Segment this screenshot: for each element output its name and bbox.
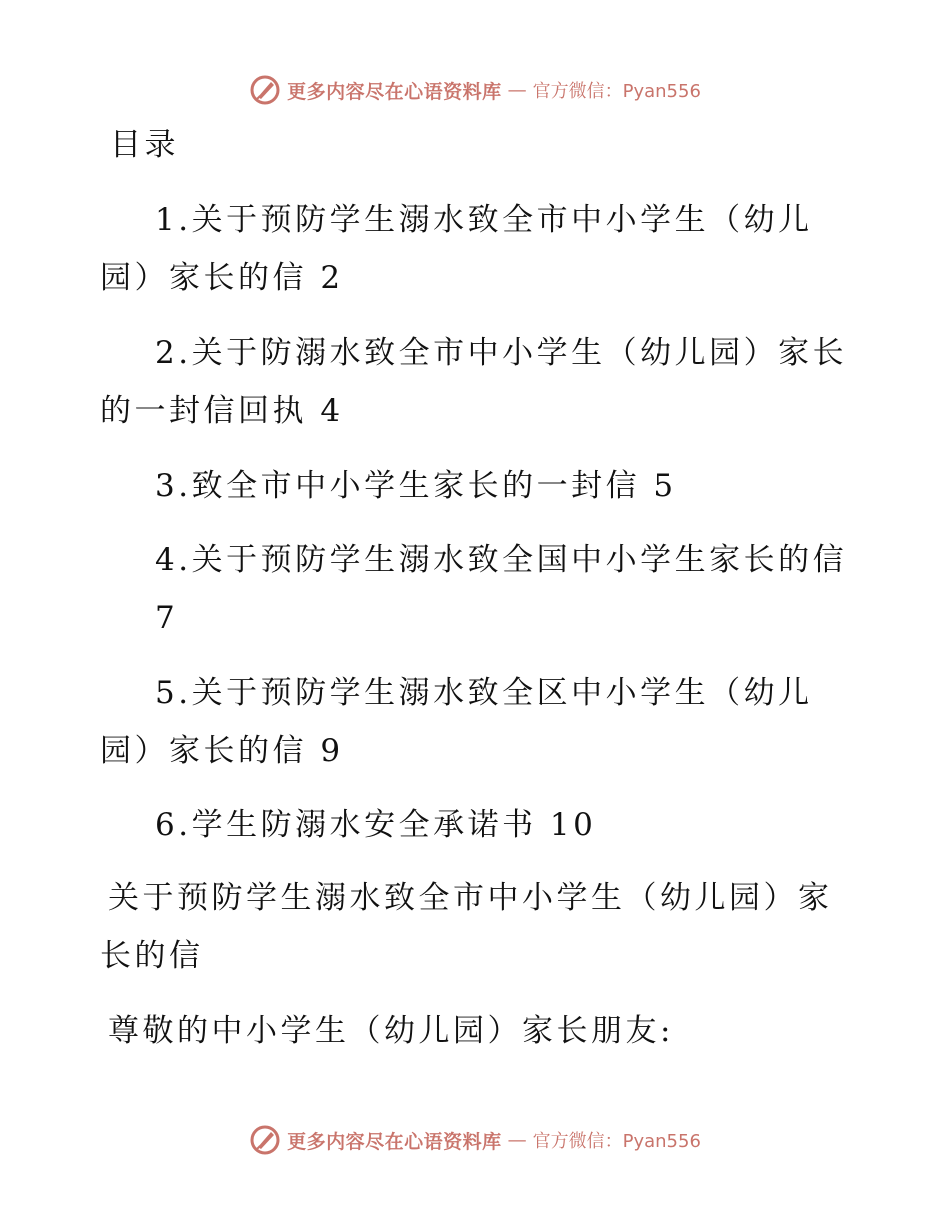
quill-logo-icon <box>249 1124 281 1156</box>
watermark-separator: — <box>507 1129 527 1151</box>
letter-heading-line2: 长的信 <box>100 938 204 974</box>
letter-heading-line1: 关于预防学生溺水致全市中小学生（幼儿园）家 <box>108 880 833 916</box>
toc-item-2-line1: 2.关于防溺水致全市中小学生（幼儿园）家长 <box>155 335 848 371</box>
watermark-separator: — <box>507 79 527 101</box>
toc-item-6-line1: 6.学生防溺水安全承诺书 10 <box>155 807 597 843</box>
toc-item-3-line1: 3.致全市中小学生家长的一封信 5 <box>155 468 677 504</box>
letter-salutation: 尊敬的中小学生（幼儿园）家长朋友: <box>108 1013 674 1049</box>
header-watermark <box>0 70 950 110</box>
toc-title: 目录 <box>110 127 179 163</box>
toc-item-4-line2: 7 <box>155 600 179 636</box>
toc-item-4-line1: 4.关于预防学生溺水致全国中小学生家长的信 <box>155 542 848 578</box>
watermark-suffix: 官方微信：Pyan556 <box>532 81 701 102</box>
watermark-suffix: 官方微信：Pyan556 <box>532 1131 701 1152</box>
quill-logo-icon <box>249 74 281 106</box>
toc-item-5-line2: 园）家长的信 9 <box>100 733 344 769</box>
toc-item-5-line1: 5.关于预防学生溺水致全区中小学生（幼儿 <box>155 675 813 711</box>
footer-watermark <box>0 1120 950 1160</box>
watermark-text: 更多内容尽在心语资料库 <box>287 80 502 103</box>
toc-item-1-line2: 园）家长的信 2 <box>100 260 344 296</box>
toc-item-2-line2: 的一封信回执 4 <box>100 393 344 429</box>
watermark-text: 更多内容尽在心语资料库 <box>287 1130 502 1153</box>
toc-item-1-line1: 1.关于预防学生溺水致全市中小学生（幼儿 <box>155 202 813 238</box>
